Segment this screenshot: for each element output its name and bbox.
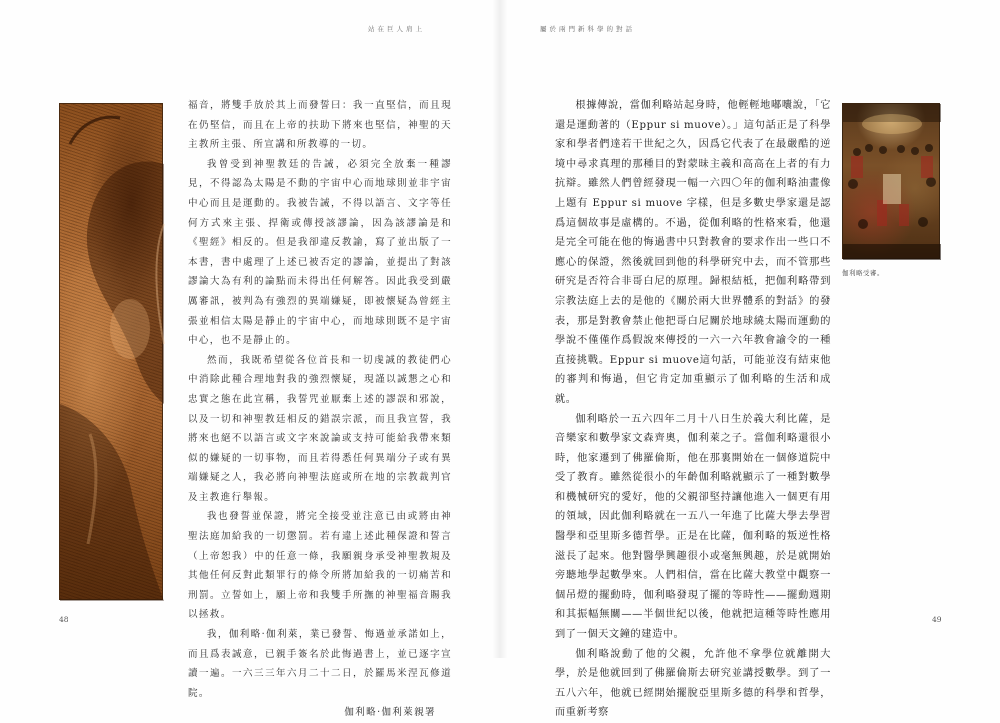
body-paragraph: 伽利略說動了他的父親，允許他不拿學位就離開大學，於是他就回到了佛羅倫斯去研究並講授數學。到了一五八六年，他就已經開始擺脫亞里斯多德的科學和哲學，而重新考察	[555, 648, 831, 719]
letter-paragraph: 我，伽利略·伽利萊，業已發誓、悔過並承諾如上，而且爲表誠意，已親手簽名於此悔過書上，並已逐字宣讀一遍。一六三三年六月二十二日，於羅馬米涅瓦修道院。	[188, 629, 452, 699]
portrait-engraving-icon	[60, 104, 164, 601]
letter-paragraph: 我也發誓並保證，將完全接受並注意已由或將由神聖法庭加給我的一切懲罰。若有違上述此種保證和誓言（上帝恕我）中的任意一條，我願親身承受神聖教規及其他任何反對此類罪行的條令所將加給我的一切痛苦和刑罰。立誓如上，願上帝和我雙手所撫的神聖福音賜我以拯救。	[188, 511, 452, 621]
letter-paragraph: 然而，我既希望從各位首長和一切虔誠的教徒們心中消除此種合理地對我的強烈懷疑，現謹以誠懇之心和忠實之態在此宣稱，我誓咒並厭棄上述的謬誤和邪說，以及一切和神聖教廷相反的錯誤宗派，而且我宣誓，我將來也絕不以語言或文字來說論或支持可能給我帶來類似的嫌疑的一切事物，而且若得悉任何異端分子或有異端嫌疑之人，我必將向神聖法庭或所在地的宗教裁判官及主教進行舉報。	[188, 354, 452, 503]
trial-painting-image	[842, 103, 940, 259]
figure-caption: 伽利略受審。	[842, 269, 884, 277]
trial-painting-icon	[843, 104, 941, 260]
body-paragraph	[555, 96, 831, 410]
body-paragraph: 伽利略於一五六四年二月十八日生於義大利比薩，是音樂家和數學家文森齊奧，伽利萊之子。當伽利略還很小時，他家遷到了佛羅倫斯，他在那裏開始在一個修道院中受了教育。雖然從很小的年齡伽利略就顯示了一種對數學和機械研究的愛好，他的父親卻堅持讓他進入一個更有用的領域，因此伽利略就在一五八一年進了比薩大學去學習醫學和亞里斯多德哲學。正是在比薩，伽利略的叛逆性格滋長了起來。他對醫學興趣很小或毫無興趣，於是就開始旁聽地學起數學來。人們相信，當在比薩大教堂中觀察一個吊燈的擺動時，伽利略發現了擺的等時性——擺動週期和其振幅無關——半個世紀以後，他就把這種等時性應用到了一個天文鐘的建造中。	[555, 413, 831, 641]
abjuration-letter	[188, 96, 452, 723]
galileo-portrait-image	[59, 103, 163, 600]
letter-signature: 伽利略·伽利萊親署	[344, 707, 436, 719]
letter-paragraph: 我曾受到神聖教廷的告誡，必須完全放棄一種謬見，不得認為太陽是不動的宇宙中心而地球則並非宇宙中心而且是運動的。我被告誡，不得以語言、文字等任何方式來主張、捍衛或傳授該謬論，因為該謬論是和《聖經》相反的。但是我卻違反教諭，寫了並出版了一本書，書中處理了上述已被否定的謬論，並提出了對該謬論大為有利的論點而未得出任何解答。因此我受到嚴厲審訊，被判為有強烈的異端嫌疑，即被懷疑為曾經主張並相信太陽是靜止的宇宙中心，而地球則既不是宇宙中心，也不是靜止的。	[188, 158, 452, 347]
left-page-number: 48	[59, 615, 69, 624]
body-text-run: 根據傳說，當伽利略站起身時，他輕輕地嘟囔說，「它還是運動著的（Eppur si muove）。」這句話正是了科學家和學者們達若干世紀之久，因爲它代表了在最嚴酷的逆境中尋求真理的那種目的對蒙昧主義和高高在上者的有力抗辯。雖然人們曾經發現一幅一六四〇年的伽利略油畫像上題有 Eppur si muove 字樣，但是多數史學家還是認爲這個故事是虛構的。不過，從伽利略的性格來看，他還是完全可能在他的悔過書中只對教會的要求作出一些口不應心的保證，然後就回到他的科學研究中去，而不管那些研究是否符合非哥白尼的原理。歸根結柢，把伽利略帶到宗教法庭上去的是他的《關於兩大世界體系的對話》的發表，那是對教會禁止他把哥白尼關於地球繞太陽而運動的學說不僅僅作爲假說來傳授的一六一六年教會諭令的一種直接挑戰。	[555, 100, 831, 366]
right-page-number: 49	[932, 615, 942, 624]
left-running-head: 站在巨人肩上	[368, 25, 425, 33]
right-running-head: 屬於兩門新科學的對話	[540, 25, 635, 33]
main-body-text	[555, 96, 831, 723]
letter-paragraph: 福音，將雙手放於其上而發誓曰：我一直堅信，而且現在仍堅信，而且在上帝的扶助下將來也堅信，神聖的天主教所主張、所宣講和所教導的一切。	[188, 100, 452, 151]
body-text-run: 這句話，可能並沒有結束他的審判和悔過，但它肯定加重顯示了伽利略的生活和成就。	[555, 354, 831, 405]
emphasis-text: Eppur si muove	[609, 354, 700, 366]
left-page	[0, 0, 500, 719]
